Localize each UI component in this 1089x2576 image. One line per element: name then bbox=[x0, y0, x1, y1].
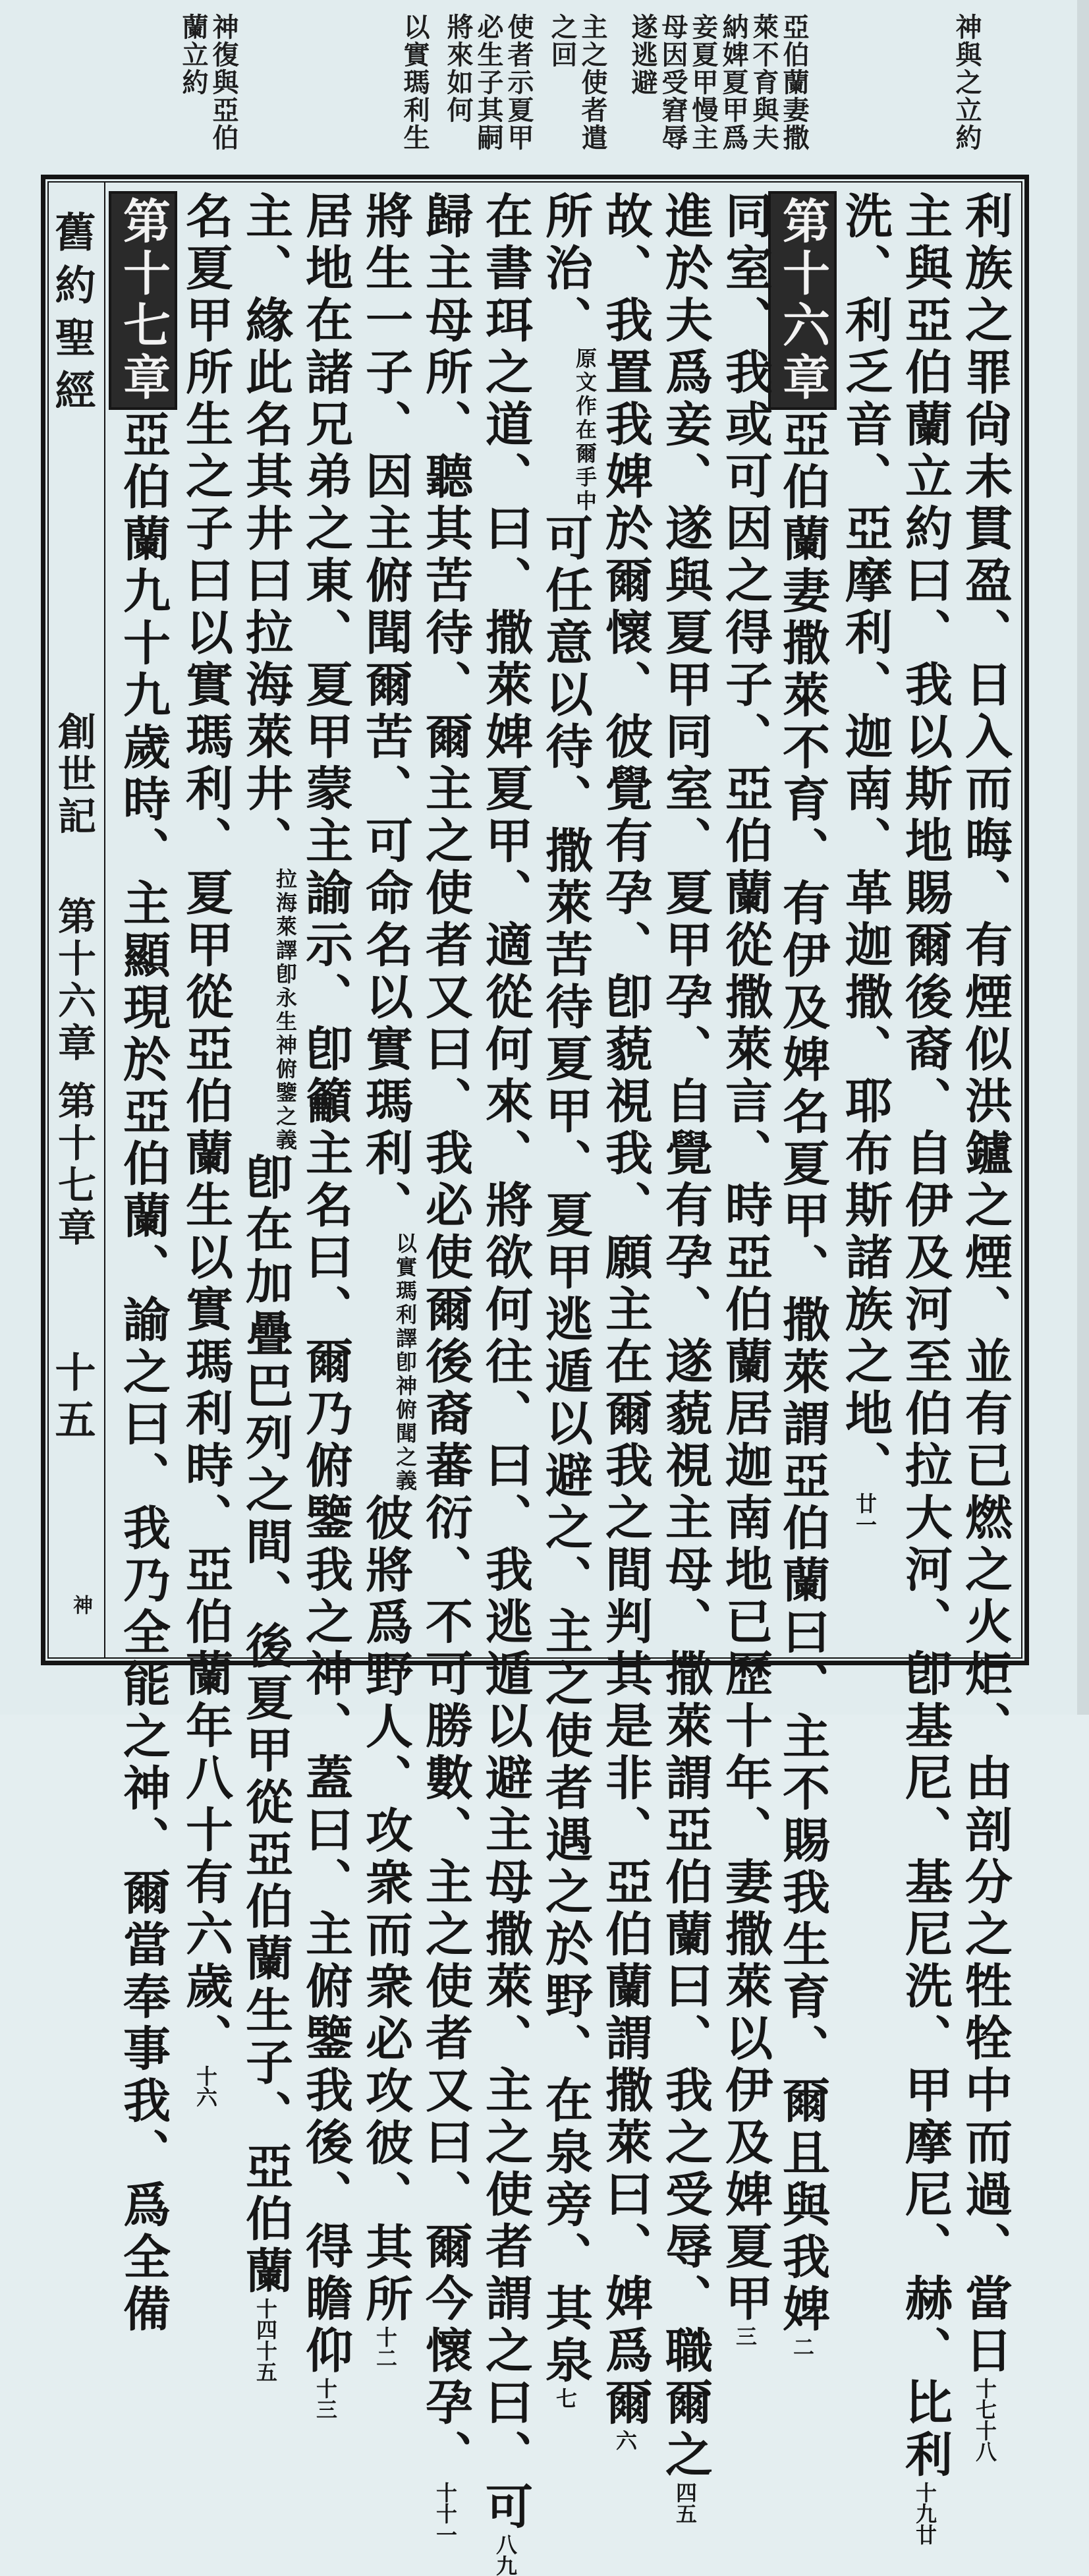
text-column bbox=[654, 191, 717, 2524]
chapter-a: 第十六章 bbox=[51, 896, 96, 1065]
header-note: 母因受窘辱 bbox=[657, 13, 688, 152]
chapter-heading: 第十六章 bbox=[768, 191, 837, 410]
text-column bbox=[773, 191, 837, 2357]
interlinear-note: 以實瑪利譯卽神俯聞之義 bbox=[393, 1232, 418, 1493]
text-column bbox=[713, 191, 777, 2347]
verse-number: 十七 bbox=[972, 2378, 997, 2420]
margin-column bbox=[48, 198, 101, 1647]
header-note: 亞伯蘭妻撒 bbox=[779, 13, 810, 152]
text-column bbox=[594, 191, 657, 2451]
verse-text: 居地在諸兄弟之東、夏甲蒙主諭示、卽籲主名曰、爾乃俯鑒我之神、蓋曰、主俯鑒我後、得瞻仰 bbox=[298, 191, 354, 2378]
verse-number: 十九 bbox=[912, 2482, 937, 2524]
header-note: 將來如何 bbox=[443, 13, 474, 124]
text-column bbox=[174, 191, 237, 2107]
text-column bbox=[354, 191, 418, 2368]
verse-text: 卽在加疊巴列之間、後夏甲從亞伯蘭生子、亞伯蘭 bbox=[238, 1153, 294, 2298]
text-column bbox=[114, 191, 177, 2336]
text-column bbox=[234, 191, 298, 2382]
header-note: 萊不育與夫 bbox=[748, 13, 779, 152]
verse-text: 將生一子、因主俯聞爾苦、可命名以實瑪利、 bbox=[358, 191, 414, 1232]
text-column bbox=[534, 191, 598, 2409]
verse-text: 進於夫爲妾、遂與夏甲同室、夏甲孕、自覺有孕、遂藐視主母、撒萊謂亞伯蘭曰、我之受辱、職爾之 bbox=[657, 191, 713, 2482]
verse-text: 亞伯蘭妻撒萊不育、有伊及婢名夏甲、撒萊謂亞伯蘭曰、主不賜我生育、爾且與我婢 bbox=[775, 410, 831, 2336]
header-note: 以實瑪利生 bbox=[399, 13, 430, 152]
verse-number: 三 bbox=[733, 2326, 758, 2347]
verse-text: 主與亞伯蘭立約曰、我以斯地賜爾後裔、自伊及河至伯拉大河、卽基尼、基尼洗、甲摩尼、赫、比利 bbox=[897, 191, 953, 2482]
text-column bbox=[833, 191, 897, 1647]
header-note: 遂逃避 bbox=[627, 13, 658, 96]
header-notes bbox=[59, 13, 982, 171]
header-note: 神與之立約 bbox=[951, 13, 982, 152]
verse-number: 十五 bbox=[253, 2340, 278, 2382]
header-note: 神復與亞伯 bbox=[208, 13, 239, 152]
header-note: 之回 bbox=[547, 13, 578, 69]
verse-number: 十三 bbox=[313, 2378, 338, 2420]
verse-number: 九 bbox=[493, 2555, 518, 2576]
verse-text: 故、我置我婢於爾懷、彼覺有孕、卽藐視我、願主在爾我之間判其是非、亞伯蘭謂撒萊曰、婢爲爾 bbox=[598, 191, 654, 2430]
verse-number: 十四 bbox=[253, 2298, 278, 2340]
page-number: 十五 bbox=[48, 1351, 96, 1446]
header-note: 妾夏甲慢主 bbox=[688, 13, 719, 152]
text-column bbox=[474, 191, 537, 2576]
verse-text: 洗、利乏音、亞摩利、迦南、革迦撒、耶布斯諸族之地、 bbox=[837, 191, 893, 1493]
verse-number: 十六 bbox=[193, 2065, 218, 2107]
scripture-text bbox=[111, 191, 1013, 2576]
interlinear-note: 拉海萊譯卽永生神俯鑒之義 bbox=[273, 868, 298, 1153]
verse-number: 五 bbox=[673, 2503, 698, 2524]
running-title: 舊約聖經 bbox=[48, 211, 96, 422]
verse-number: 十二 bbox=[373, 2326, 398, 2368]
chapter-heading: 第十七章 bbox=[109, 191, 177, 410]
text-column bbox=[893, 191, 957, 2545]
chapter-range-a bbox=[51, 896, 101, 1091]
text-column bbox=[953, 191, 1017, 2462]
page-edge bbox=[1077, 0, 1089, 1715]
verse-number: 四 bbox=[673, 2482, 698, 2503]
header-note: 蘭立約 bbox=[178, 13, 209, 96]
header-note: 必生子其嗣 bbox=[473, 13, 504, 152]
text-column bbox=[414, 191, 477, 2545]
verse-text: 名夏甲所生之子曰以實瑪利、夏甲從亞伯蘭生以實瑪利時、亞伯蘭年八十有六歲、 bbox=[178, 191, 234, 2065]
verse-number: 廿 bbox=[912, 2524, 937, 2545]
margin-divider bbox=[104, 183, 105, 1657]
verse-text: 彼將爲野人、攻衆而衆必攻彼、其所 bbox=[358, 1493, 414, 2326]
verse-number: 十八 bbox=[972, 2420, 997, 2462]
interlinear-note: 原文作在爾手中 bbox=[572, 347, 598, 513]
verse-number: 廿一 bbox=[852, 1493, 878, 1535]
header-note: 納婢夏甲爲 bbox=[718, 13, 749, 152]
verse-number: 十一 bbox=[433, 2503, 458, 2545]
chapter-range-b bbox=[51, 1081, 101, 1276]
chapter-b: 第十七章 bbox=[51, 1081, 96, 1249]
chapter-range bbox=[51, 712, 101, 865]
verse-number: 七 bbox=[553, 2388, 578, 2409]
verse-text: 亞伯蘭九十九歲時、主顯現於亞伯蘭、諭之曰、我乃全能之神、爾當奉事我、爲全備 bbox=[115, 410, 171, 2336]
verse-text: 可任意以待、撒萊苦待夏甲、夏甲逃遁以避之、主之使者遇之於野、在泉旁、其泉 bbox=[538, 513, 594, 2388]
verse-number: 二 bbox=[790, 2336, 815, 2357]
header-note: 主之使者遣 bbox=[577, 13, 608, 152]
verse-text: 所治、 bbox=[538, 191, 594, 347]
verse-number: 八 bbox=[493, 2534, 518, 2555]
verse-text: 在書珥之道、曰、撒萊婢夏甲、適從何來、將欲何往、曰、我逃遁以避主母撒萊、主之使者謂之曰、可 bbox=[478, 191, 534, 2534]
verse-text: 同室、我或可因之得子、亞伯蘭從撒萊言、時亞伯蘭居迦南地已歷十年、妻撒萊以伊及婢夏甲 bbox=[717, 191, 773, 2326]
book-title: 創世記 bbox=[51, 712, 96, 838]
text-column bbox=[294, 191, 357, 2420]
verse-text: 主、緣此名其井曰拉海萊井、 bbox=[238, 191, 294, 868]
catchword: 神 bbox=[69, 1595, 92, 1615]
verse-number: 六 bbox=[613, 2430, 638, 2451]
header-note: 使者示夏甲 bbox=[503, 13, 534, 152]
verse-text: 利族之罪尙未貫盈、日入而晦、有煙似洪鑪之煙、並有已燃之火炬、由剖分之牲牷中而過、當日 bbox=[957, 191, 1013, 2378]
verse-text: 歸主母所、聽其苦待、爾主之使者又曰、我必使爾後裔蕃衍、不可勝數、主之使者又曰、爾今懷孕、 bbox=[418, 191, 474, 2482]
verse-number: 十 bbox=[433, 2482, 458, 2503]
